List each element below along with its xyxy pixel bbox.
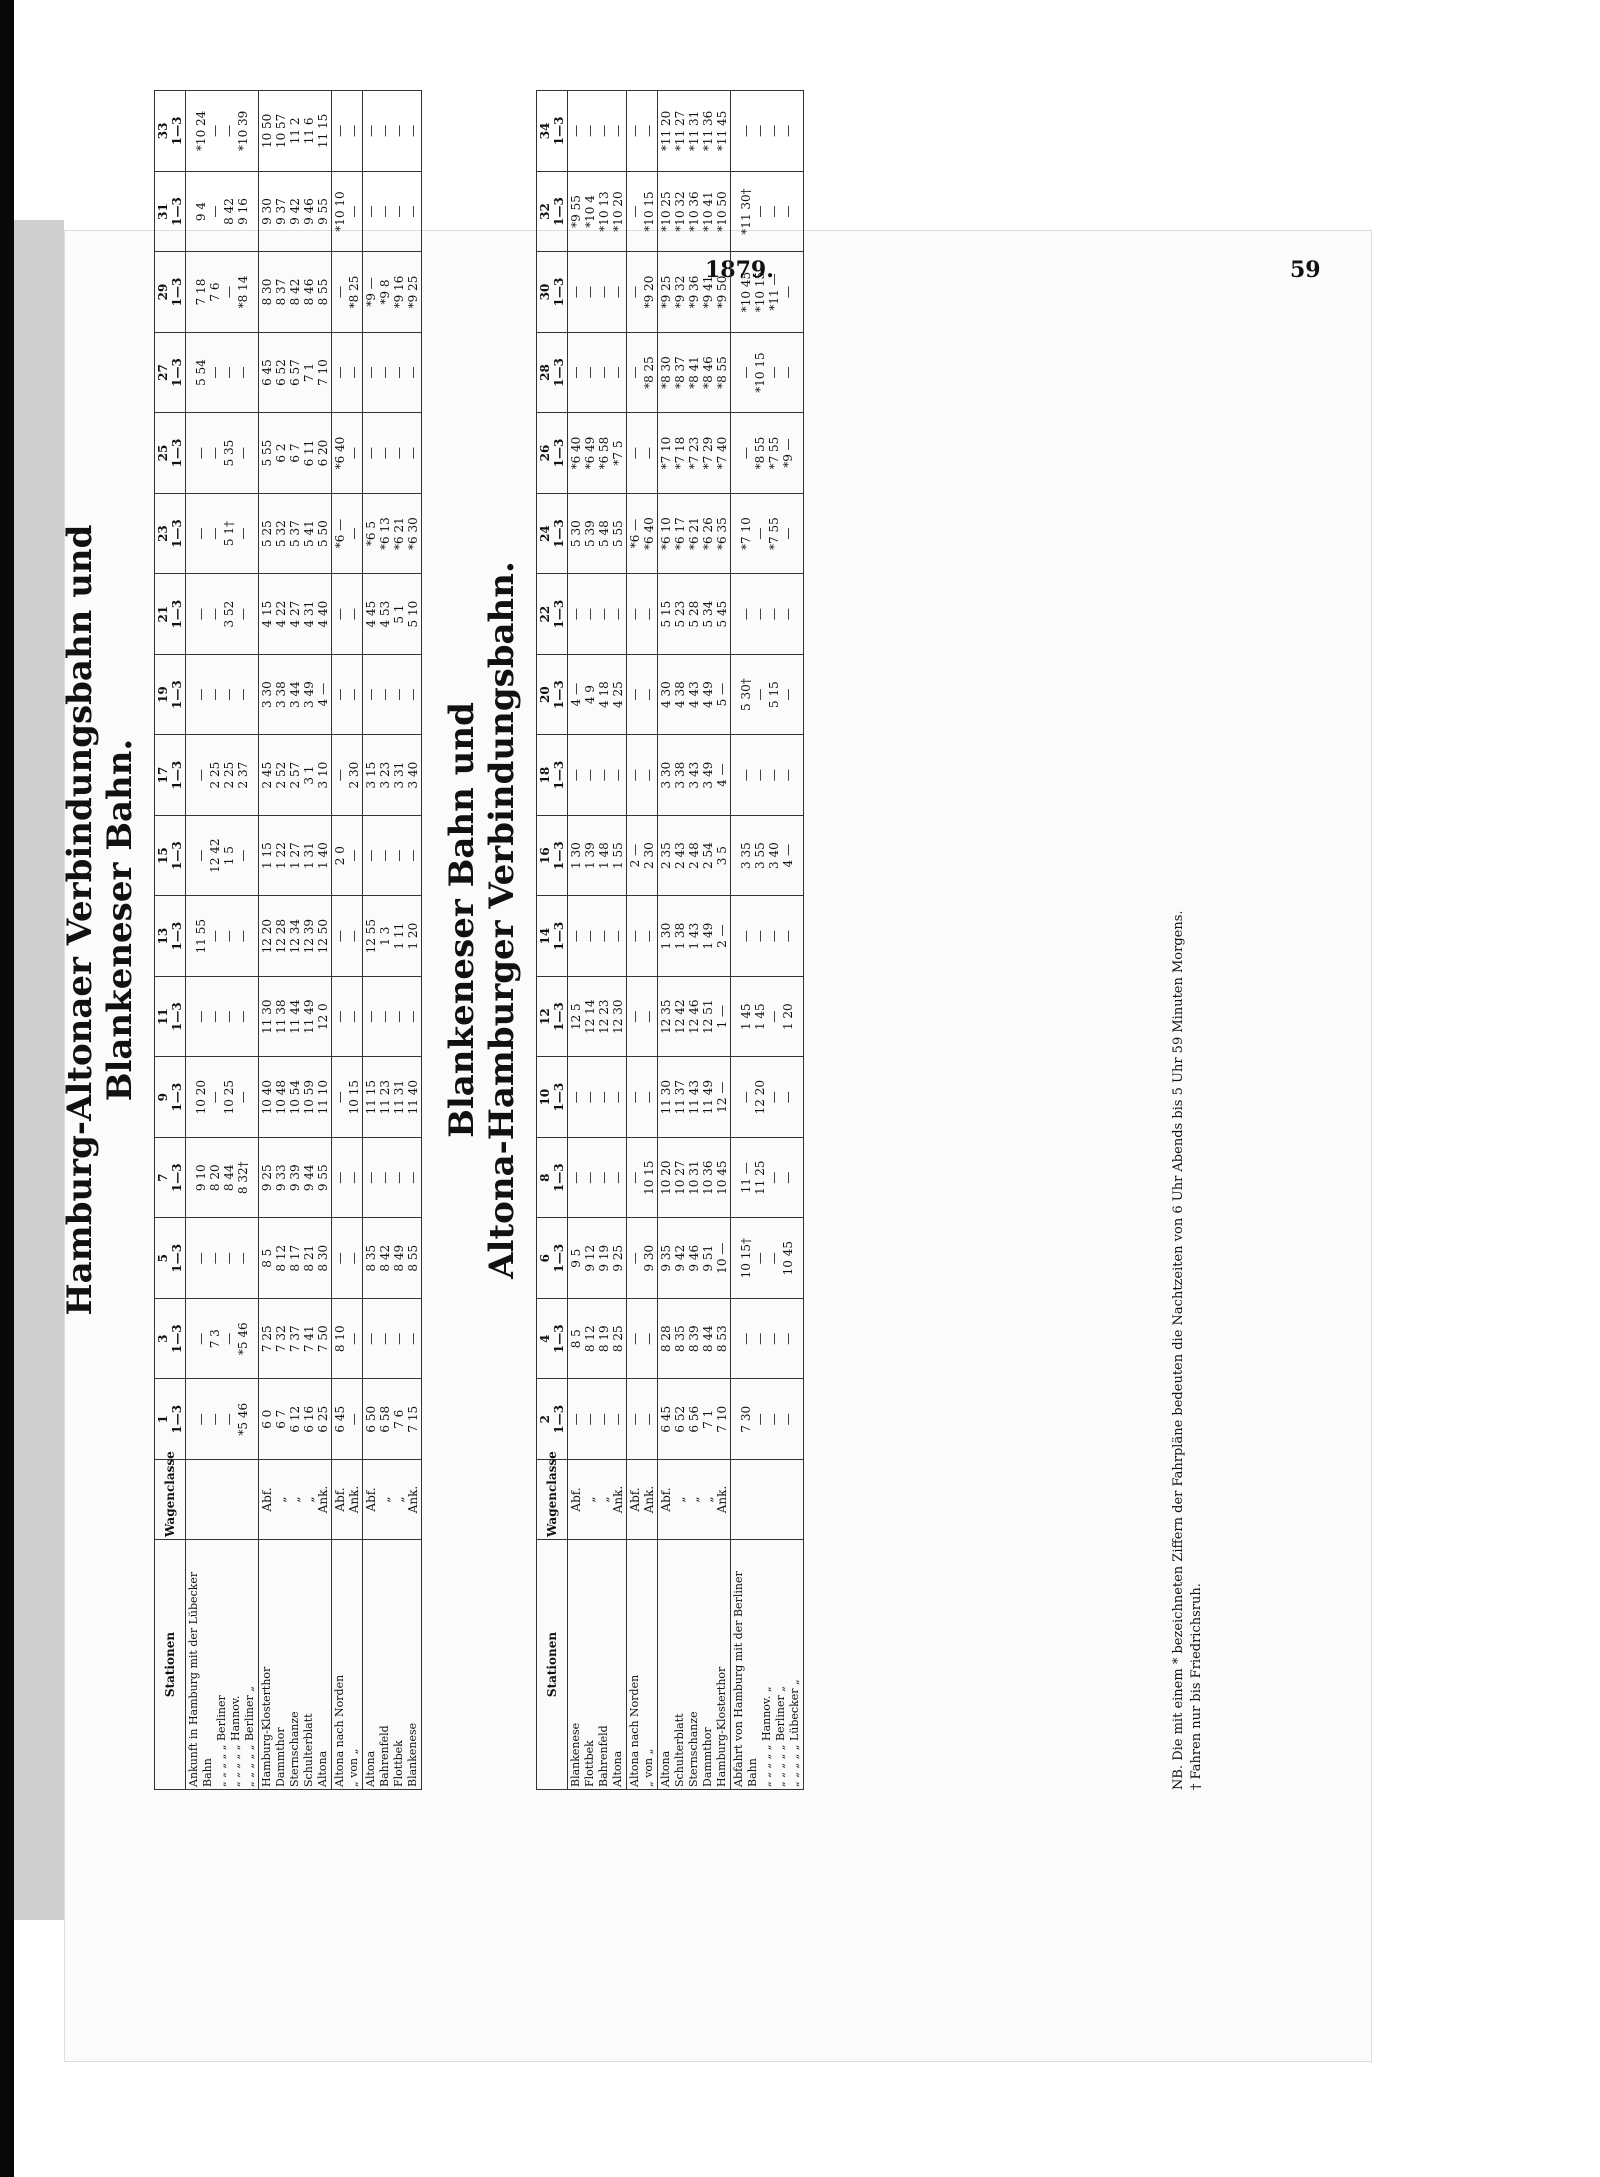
direction-cell [186,1460,259,1540]
direction-cell: Abf. „ „ „ Ank. [259,1460,332,1540]
train-header: 5 1—3 [155,1218,186,1299]
footnote-line2: † Fahren nur bis Friedrichsruh. [1189,1583,1204,1790]
time-cell: *6 40 *6 49 *6 58 *7 5 [568,413,627,494]
table-row [627,91,658,1790]
time-cell: 11 55 — — — [186,896,259,977]
timetable-hamburg-altona [154,90,422,1790]
station-cell: Altona nach Norden „ von „ [332,1540,363,1790]
time-cell: — — — — [568,735,627,816]
train-header: 11 1—3 [155,976,186,1057]
station-cell: Altona Bahrenfeld Flottbek Blankenese [363,1540,422,1790]
time-cell: 1 30 1 39 1 48 1 55 [568,815,627,896]
time-cell: 3 35 3 55 3 40 4 — [731,815,804,896]
time-cell: — — [627,574,658,655]
page-year: 1879. [705,257,774,283]
table-header-row [155,91,186,1790]
time-cell: — 10 15 [332,1057,363,1138]
time-cell: 5 25 5 32 5 37 5 41 5 50 [259,493,332,574]
time-cell: 6 45 — [332,1379,363,1460]
table2-title-line2: Altona-Hamburger Verbindungsbahn. [482,561,522,1279]
train-header: 18 1—3 [537,735,568,816]
train-header: 29 1—3 [155,252,186,333]
time-cell: — — [332,896,363,977]
time-cell: 9 30 9 37 9 42 9 46 9 55 [259,171,332,252]
class-header: Wagenclasse [155,1460,186,1540]
train-header: 9 1—3 [155,1057,186,1138]
time-cell: *9 — *9 8 *9 16 *9 25 [363,252,422,333]
time-cell: — — [627,1298,658,1379]
time-cell: 5 15 5 23 5 28 5 34 5 45 [658,574,731,655]
time-cell: 10 20 10 27 10 31 10 36 10 45 [658,1137,731,1218]
time-cell: 1 30 1 38 1 43 1 49 2 — [658,896,731,977]
train-header: 19 1—3 [155,654,186,735]
train-header: 27 1—3 [155,332,186,413]
time-cell: — — [332,976,363,1057]
time-cell: — — [332,574,363,655]
table-row [731,91,804,1790]
time-cell: 5 30† — 5 15 — [731,654,804,735]
time-cell: — — [627,735,658,816]
time-cell: *10 24 — — *10 39 [186,91,259,172]
time-cell: — — [332,1137,363,1218]
time-cell: 12 55 1 3 1 11 1 20 [363,896,422,977]
timetable-blankenese-altona [536,90,804,1790]
time-cell: 11 30 11 37 11 43 11 49 12 — [658,1057,731,1138]
train-header: 32 1—3 [537,171,568,252]
time-cell: 3 30 3 38 3 44 3 49 4 — [259,654,332,735]
time-cell: 12 35 12 42 12 46 12 51 1 — [658,976,731,1057]
scan-shadow [14,220,64,1920]
time-cell: 8 35 8 42 8 49 8 55 [363,1218,422,1299]
time-cell: — — — — [568,332,627,413]
time-cell: 9 4 — 8 42 9 16 [186,171,259,252]
table-row [259,91,332,1790]
time-cell: — — — — [363,171,422,252]
time-cell: 6 0 6 7 6 12 6 16 6 25 [259,1379,332,1460]
time-cell: 9 35 9 42 9 46 9 51 10 — [658,1218,731,1299]
time-cell: *9 55 *10 4 *10 13 *10 20 [568,171,627,252]
time-cell: 2 — 2 30 [627,815,658,896]
train-header: 17 1—3 [155,735,186,816]
train-header: 30 1—3 [537,252,568,333]
table1-title-line2: Blankeneser Bahn. [100,738,140,1102]
table-row [332,91,363,1790]
time-cell: — — — — [731,91,804,172]
time-cell: 11 30 11 38 11 44 11 49 12 0 [259,976,332,1057]
time-cell: — — — — [568,574,627,655]
time-cell: — — — — [363,1137,422,1218]
train-header: 24 1—3 [537,493,568,574]
direction-cell: Abf. „ „ „ Ank. [658,1460,731,1540]
train-header: 14 1—3 [537,896,568,977]
train-header: 7 1—3 [155,1137,186,1218]
stations-header: Stationen [537,1540,568,1790]
train-header: 34 1—3 [537,91,568,172]
direction-cell: Abf. „ „ Ank. [568,1460,627,1540]
time-cell: 4 — 4 9 4 18 4 25 [568,654,627,735]
time-cell: — 12 20 — — [731,1057,804,1138]
time-cell: *7 10 — *7 55 — [731,493,804,574]
station-cell: Hamburg-Klosterthor Dammthor Sternschanze Schulterblatt Altona [259,1540,332,1790]
time-cell: 8 5 8 12 8 17 8 21 8 30 [259,1218,332,1299]
time-cell: 5 54 — — — [186,332,259,413]
time-cell: — — [332,332,363,413]
time-cell: — *10 15 [627,171,658,252]
train-header: 26 1—3 [537,413,568,494]
station-cell: Altona nach Norden „ von „ [627,1540,658,1790]
time-cell: — — — — [731,896,804,977]
direction-cell: Abf. „ „ Ank. [363,1460,422,1540]
time-cell: 1 15 1 22 1 27 1 31 1 40 [259,815,332,896]
time-cell: — — — — [731,574,804,655]
time-cell: 10 50 10 57 11 2 11 6 11 15 [259,91,332,172]
time-cell: 9 10 8 20 8 44 8 32† [186,1137,259,1218]
table1-title-line1: Hamburg-Altonaer Verbindungsbahn und [60,524,100,1316]
time-cell: — 2 30 [332,735,363,816]
time-cell: — — — — [363,654,422,735]
time-cell: — — 3 52 — [186,574,259,655]
train-header: 22 1—3 [537,574,568,655]
time-cell: 9 5 9 12 9 19 9 25 [568,1218,627,1299]
time-cell: *6 10 *6 17 *6 21 *6 26 *6 35 [658,493,731,574]
time-cell: — — [332,91,363,172]
time-cell: *6 40 — [332,413,363,494]
time-cell: 1 45 1 45 — 1 20 [731,976,804,1057]
time-cell: — — [627,654,658,735]
train-header: 8 1—3 [537,1137,568,1218]
time-cell: — — — — [363,91,422,172]
time-cell: *6 — — [332,493,363,574]
train-header: 21 1—3 [155,574,186,655]
time-cell: *11 20 *11 27 *11 31 *11 36 *11 45 [658,91,731,172]
time-cell: 12 20 12 28 12 34 12 39 12 50 [259,896,332,977]
train-header: 28 1—3 [537,332,568,413]
time-cell: — — [627,1057,658,1138]
time-cell: — — — — [568,91,627,172]
rotated-content [60,50,1240,1790]
time-cell: — — — — [568,1057,627,1138]
time-cell: — 2 25 2 25 2 37 [186,735,259,816]
time-cell: — — — — [363,815,422,896]
station-cell: Altona Schulterblatt Sternschanze Dammthor Hamburg-Klosterthor [658,1540,731,1790]
time-cell: *9 25 *9 32 *9 36 *9 41 *9 50 [658,252,731,333]
time-cell: 8 30 8 37 8 42 8 46 8 55 [259,252,332,333]
time-cell: — — — — [731,1298,804,1379]
class-header: Wagenclasse [537,1460,568,1540]
table-row [186,91,259,1790]
station-cell: Blankenese Flottbek Bahrenfeld Altona [568,1540,627,1790]
time-cell: 4 30 4 38 4 43 4 49 5 — [658,654,731,735]
time-cell: 8 10 — [332,1298,363,1379]
time-cell: 2 0 — [332,815,363,896]
time-cell: 2 35 2 43 2 48 2 54 3 5 [658,815,731,896]
time-cell: 10 15† — — 10 45 [731,1218,804,1299]
time-cell: — *8 25 [332,252,363,333]
train-header: 20 1—3 [537,654,568,735]
time-cell: — — — — [186,654,259,735]
time-cell: 10 40 10 48 10 54 10 59 11 10 [259,1057,332,1138]
table2-title-line1: Blankeneser Bahn und [442,702,482,1138]
time-cell: 2 45 2 52 2 57 3 1 3 10 [259,735,332,816]
time-cell: 6 50 6 58 7 6 7 15 [363,1379,422,1460]
train-header: 6 1—3 [537,1218,568,1299]
time-cell: 10 20 — 10 25 — [186,1057,259,1138]
direction-cell [731,1460,804,1540]
time-cell: 5 55 6 2 6 7 6 11 6 20 [259,413,332,494]
time-cell: 12 5 12 14 12 23 12 30 [568,976,627,1057]
time-cell: 9 25 9 33 9 39 9 44 9 55 [259,1137,332,1218]
time-cell: 8 28 8 35 8 39 8 44 8 53 [658,1298,731,1379]
time-cell: — *8 25 [627,332,658,413]
time-cell: — — — — [568,896,627,977]
train-header: 2 1—3 [537,1379,568,1460]
stations-header: Stationen [155,1540,186,1790]
train-header: 25 1—3 [155,413,186,494]
train-header: 13 1—3 [155,896,186,977]
time-cell: — — [627,976,658,1057]
time-cell: *6 5 *6 13 *6 21 *6 30 [363,493,422,574]
time-cell: *10 25 *10 32 *10 36 *10 41 *10 50 [658,171,731,252]
time-cell: 11 15 11 23 11 31 11 40 [363,1057,422,1138]
time-cell: — — 5 1† — [186,493,259,574]
time-cell: — *9 20 [627,252,658,333]
time-cell: *6 — *6 40 [627,493,658,574]
time-cell: — — [627,1379,658,1460]
time-cell: — — — — [363,332,422,413]
time-cell: 4 15 4 22 4 27 4 31 4 40 [259,574,332,655]
train-header: 16 1—3 [537,815,568,896]
time-cell: — — — — [186,976,259,1057]
station-cell: Ankunft in Hamburg mit der Lübecker Bahn „ „ „ „ „ Berliner „ „ „ „ „ Hannov. „ „ „ „ „ Berliner „ [186,1540,259,1790]
table-header-row [537,91,568,1790]
time-cell: — — 5 35 — [186,413,259,494]
time-cell: *8 30 *8 37 *8 41 *8 46 *8 55 [658,332,731,413]
time-cell: — — — — [363,1298,422,1379]
time-cell: — 9 30 [627,1218,658,1299]
time-cell: — — [332,1218,363,1299]
time-cell: *11 30† — — — [731,171,804,252]
time-cell: 7 30 — — — [731,1379,804,1460]
time-cell: — — [332,654,363,735]
time-cell: — — — — [186,1218,259,1299]
time-cell: 5 30 5 39 5 48 5 55 [568,493,627,574]
direction-cell: Abf. Ank. [332,1460,363,1540]
time-cell: — *8 55 *7 55 *9 — [731,413,804,494]
time-cell: *7 10 *7 18 *7 23 *7 29 *7 40 [658,413,731,494]
time-cell: 6 45 6 52 6 56 7 1 7 10 [658,1379,731,1460]
table-row [363,91,422,1790]
train-header: 3 1—3 [155,1298,186,1379]
station-cell: Abfahrt von Hamburg mit der Berliner Bahn „ „ „ „ „ Hannov. „ „ „ „ „ „ Berliner „ „ „ „ „ „ Lübecker „ [731,1540,804,1790]
train-header: 23 1—3 [155,493,186,574]
table-row [658,91,731,1790]
time-cell: — — [627,91,658,172]
time-cell: 4 45 4 53 5 1 5 10 [363,574,422,655]
time-cell: — — — *5 46 [186,1379,259,1460]
time-cell: 3 30 3 38 3 43 3 49 4 — [658,735,731,816]
page-number: 59 [1290,257,1321,283]
time-cell: — — — — [363,976,422,1057]
time-cell: 7 18 7 6 — *8 14 [186,252,259,333]
footnote-line1: NB. Die mit einem * bezeichneten Ziffern der Fahrpläne bedeuten die Nachtzeiten von 6 Uhr Abends bis 5 Uhr 59 Minuten Morgens. [1171,910,1186,1790]
time-cell: — 10 15 [627,1137,658,1218]
time-cell: — — [627,896,658,977]
time-cell: — 7 3 — *5 46 [186,1298,259,1379]
train-header: 4 1—3 [537,1298,568,1379]
time-cell: 8 5 8 12 8 19 8 25 [568,1298,627,1379]
time-cell: — — — — [568,1379,627,1460]
time-cell: 3 15 3 23 3 31 3 40 [363,735,422,816]
time-cell: 11 — 11 25 — — [731,1137,804,1218]
time-cell: 6 45 6 52 6 57 7 1 7 10 [259,332,332,413]
scan-edge [0,0,14,2177]
time-cell: *10 45 *10 15 *11 — — [731,252,804,333]
train-header: 31 1—3 [155,171,186,252]
direction-cell: Abf. Ank. [627,1460,658,1540]
train-header: 12 1—3 [537,976,568,1057]
time-cell: — — — — [363,413,422,494]
train-header: 15 1—3 [155,815,186,896]
table-row [568,91,627,1790]
time-cell: — — — — [568,252,627,333]
time-cell: — — [627,413,658,494]
time-cell: — 12 42 1 5 — [186,815,259,896]
time-cell: — — — — [731,735,804,816]
time-cell: *10 10 — [332,171,363,252]
time-cell: — *10 15 — — [731,332,804,413]
time-cell: — — — — [568,1137,627,1218]
footnote [1170,90,1206,1790]
train-header: 10 1—3 [537,1057,568,1138]
train-header: 33 1—3 [155,91,186,172]
time-cell: 7 25 7 32 7 37 7 41 7 50 [259,1298,332,1379]
train-header: 1 1—3 [155,1379,186,1460]
